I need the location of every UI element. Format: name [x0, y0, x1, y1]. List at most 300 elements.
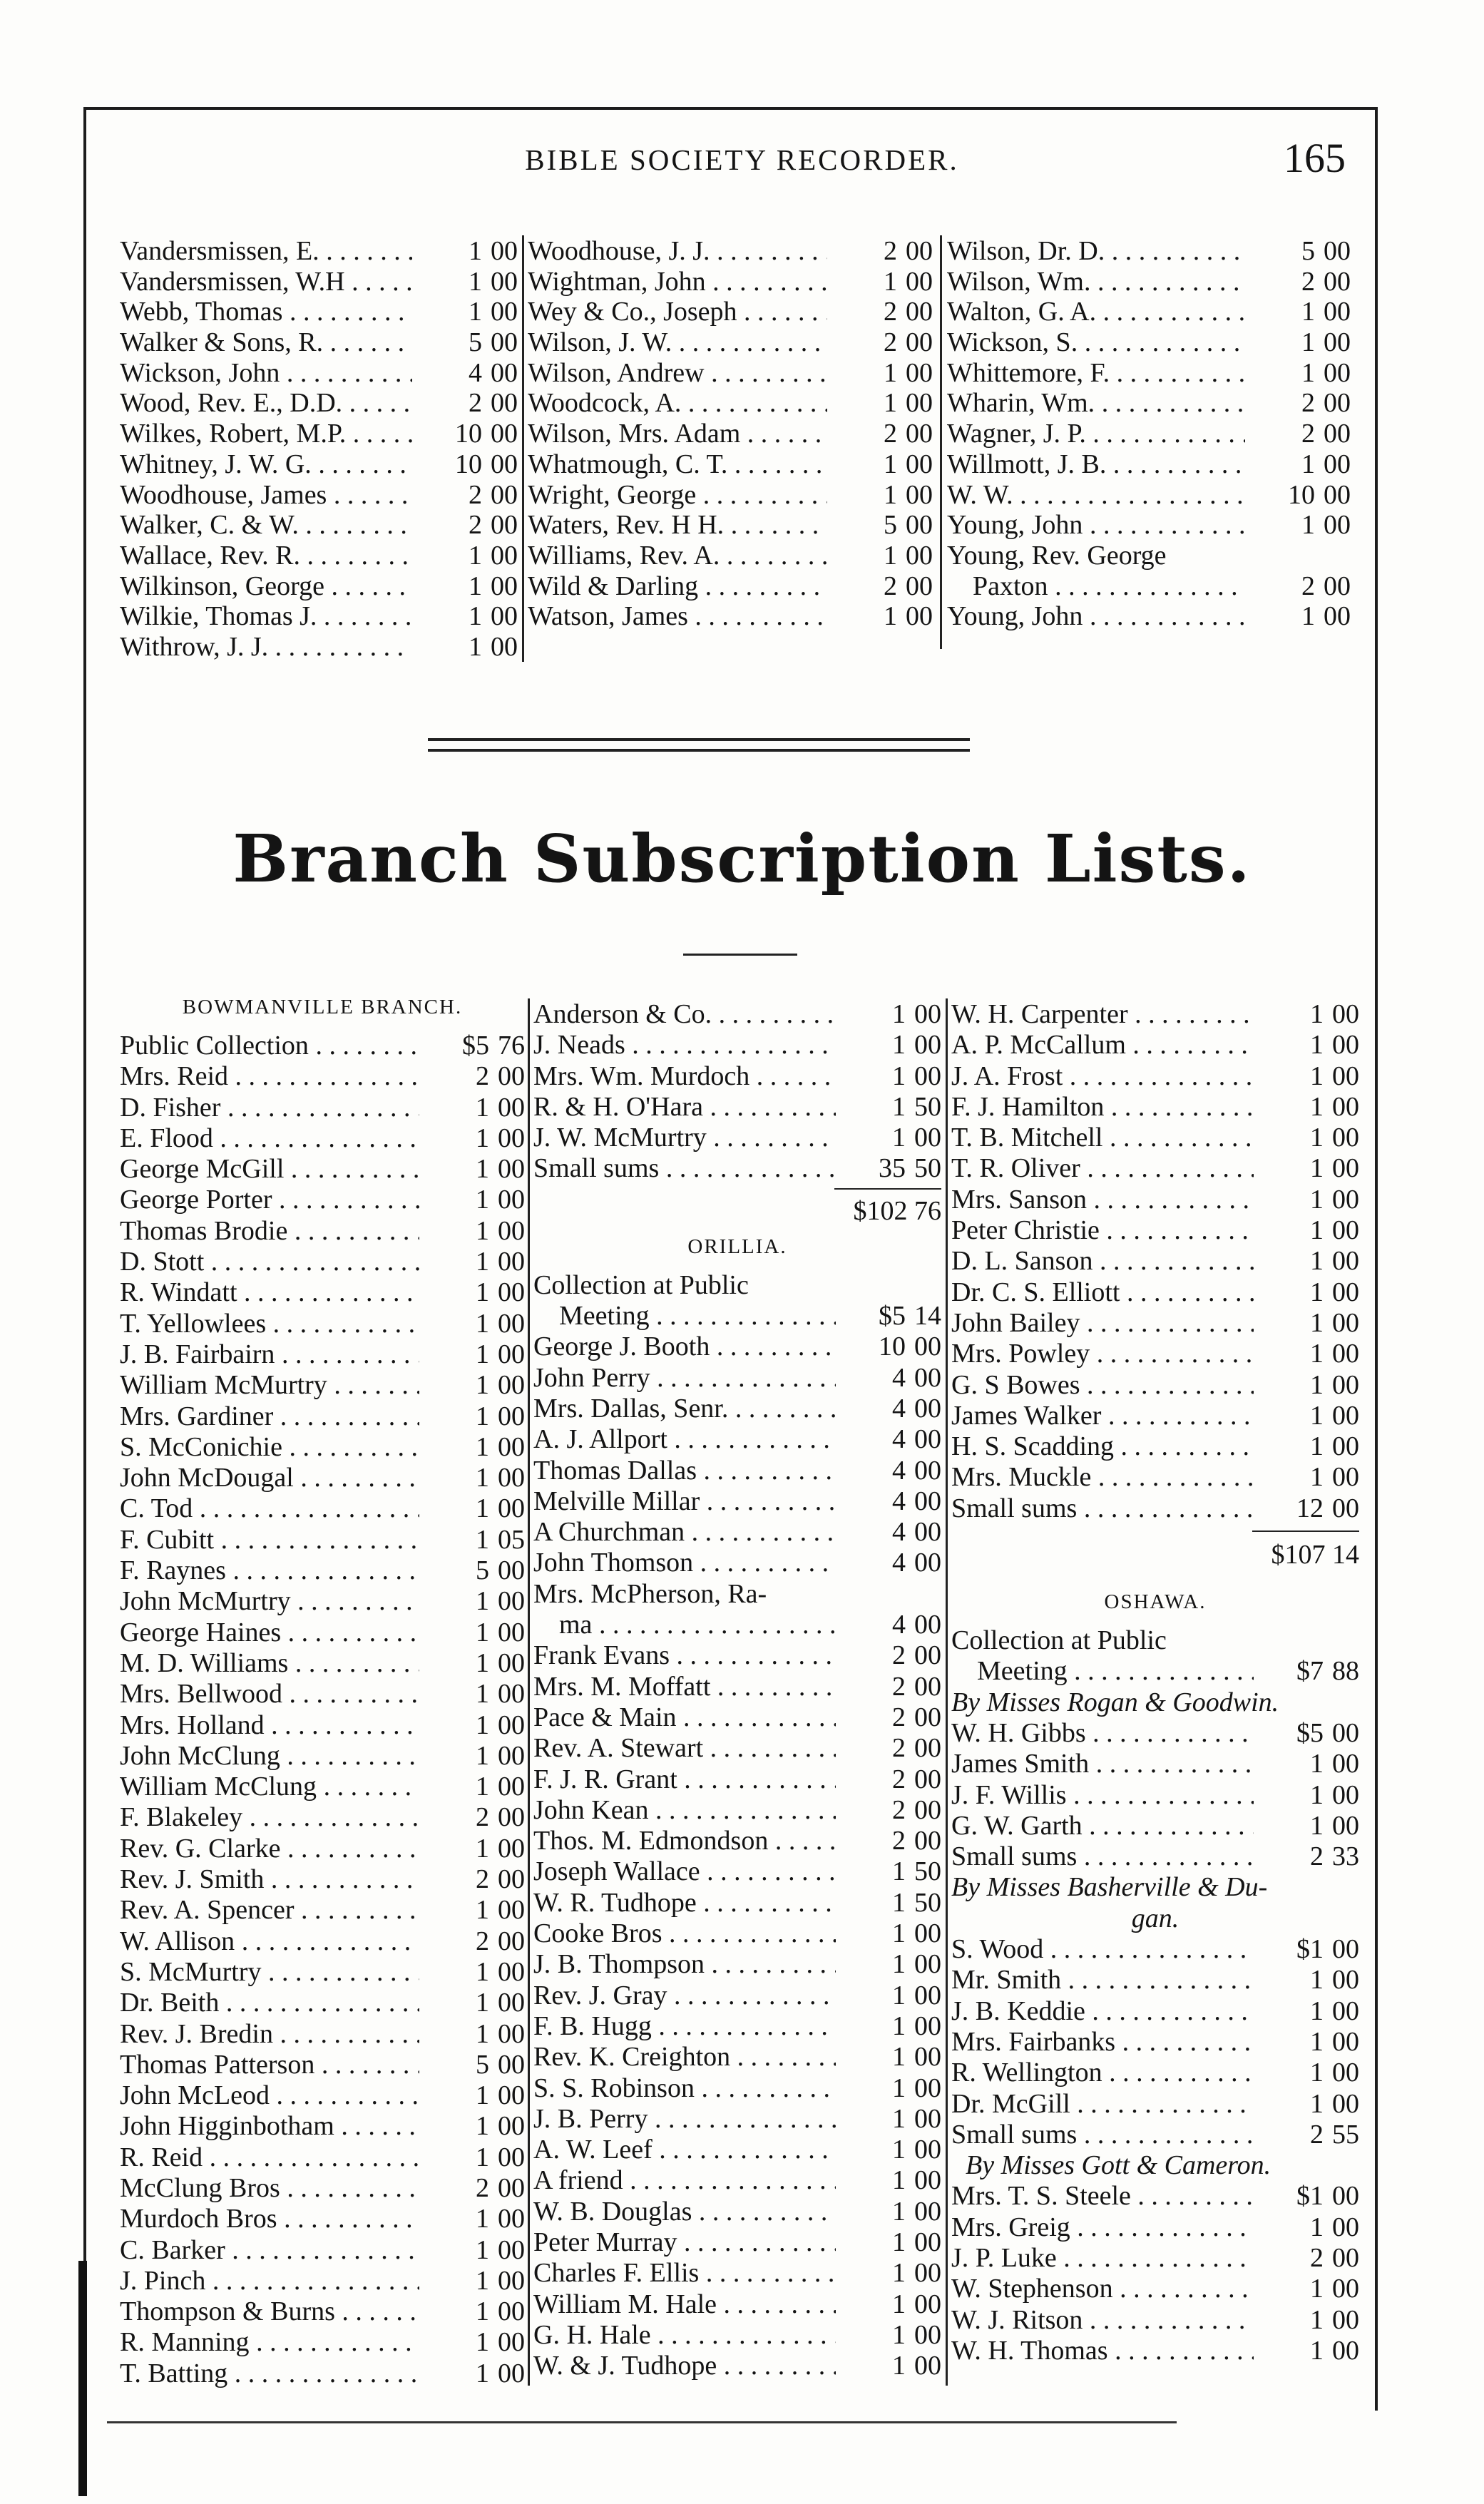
- entry-name: T. R. Oliver . . .: [951, 1153, 1254, 1184]
- entry-dollars: 1: [1310, 1030, 1324, 1061]
- entry-dollars: 1: [892, 2258, 906, 2289]
- list-item: [528, 327, 933, 357]
- entry-name: Small sums . . .: [533, 1153, 836, 1184]
- entry-dollars: 2: [476, 1802, 489, 1833]
- entry-dollars: 2: [884, 419, 897, 449]
- entry-name: William McMurtry . . .: [120, 1369, 419, 1401]
- entry-name: McClung Bros . . .: [120, 2172, 419, 2204]
- entry-cents: 00: [914, 2319, 941, 2350]
- entry-dollars: 1: [476, 1123, 489, 1153]
- entry-cents: 00: [498, 2204, 525, 2234]
- entry-name: G. W. Garth . . .: [951, 1810, 1254, 1841]
- entry-cents: 00: [1324, 327, 1351, 358]
- entry-dollars: 1: [476, 2142, 489, 2172]
- entry-cents: 00: [1324, 571, 1351, 601]
- entry-dollars: $7: [1296, 1656, 1324, 1687]
- list-item: [533, 1029, 941, 1060]
- entry-dollars: 35: [879, 1153, 906, 1184]
- entry-dollars: 2: [892, 1794, 906, 1825]
- entry-name: Wilkie, Thomas J. . . .: [120, 601, 412, 632]
- entry-cents: 00: [914, 1794, 941, 1825]
- entry-name: Vandersmissen, W.H . . .: [120, 266, 412, 297]
- entry-dollars: 1: [476, 2265, 489, 2296]
- list-item: [120, 1987, 525, 2018]
- list-item: [528, 266, 933, 297]
- list-item: [120, 1462, 525, 1493]
- entry-dollars: $5: [462, 1031, 489, 1061]
- list-item: [120, 1647, 525, 1678]
- entry-name: Meeting . . .: [559, 1300, 836, 1332]
- entry-dollars: 2: [892, 1702, 906, 1732]
- entry-cents: 00: [914, 1424, 941, 1455]
- entry-name: Small sums . . .: [951, 2119, 1254, 2150]
- column-separator: [946, 998, 948, 2386]
- entry-cents: 00: [1324, 357, 1351, 388]
- entry-name: George Porter . . .: [120, 1184, 419, 1215]
- entry-name: W. Stephenson . . .: [951, 2273, 1254, 2304]
- column-separator: [528, 998, 530, 2386]
- entry-cents: 00: [914, 1332, 941, 1362]
- entry-name: George Haines . . .: [120, 1617, 419, 1648]
- list-item: [528, 235, 933, 266]
- entry-name: Joseph Wallace . . .: [533, 1856, 836, 1887]
- list-item: [528, 601, 933, 631]
- entry-cents: 00: [491, 540, 518, 571]
- list-item: [951, 1307, 1359, 1338]
- entry-name: Paxton . . .: [973, 571, 1245, 602]
- entry-name: J. Pinch . . .: [120, 2265, 419, 2296]
- list-item: [951, 1964, 1359, 1995]
- entry-cents: 00: [498, 1926, 525, 1956]
- list-item: [951, 2242, 1359, 2273]
- entry-name: W. J. Ritson . . .: [951, 2304, 1254, 2336]
- entry-name: Wharin, Wm. . . .: [947, 387, 1245, 419]
- list-item: [528, 296, 933, 327]
- list-item: [120, 1740, 525, 1771]
- entry-dollars: 4: [892, 1424, 906, 1455]
- entry-dollars: 10: [455, 419, 482, 449]
- entry-name: Thomas Dallas . . .: [533, 1455, 836, 1486]
- list-item: [120, 1771, 525, 1802]
- list-item: [951, 2180, 1359, 2211]
- list-item: [120, 1061, 525, 1091]
- entry-cents: 00: [1332, 1995, 1359, 2026]
- list-item: [120, 1030, 525, 1061]
- entry-dollars: 1: [1310, 2304, 1324, 2335]
- entry-dollars: $5: [1296, 1717, 1324, 1748]
- list-item: [947, 235, 1351, 266]
- entry-name: Wilson, J. W. . . .: [528, 327, 827, 358]
- page-left-edge-shadow: [78, 2261, 87, 2496]
- list-item: [120, 1493, 525, 1523]
- entry-dollars: 1: [1310, 1246, 1324, 1277]
- entry-dollars: 2: [476, 2172, 489, 2203]
- list-item: [120, 266, 518, 297]
- list-item: [120, 1184, 525, 1215]
- entry-name: John Perry . . .: [533, 1362, 836, 1394]
- entry-cents: 00: [1332, 1153, 1359, 1184]
- entry-cents: 00: [914, 2073, 941, 2103]
- entry-dollars: 4: [892, 1393, 906, 1424]
- entry-cents: 00: [498, 2049, 525, 2080]
- entry-cents: 00: [906, 449, 933, 479]
- list-item: [533, 2165, 941, 2195]
- entry-dollars: 1: [1301, 357, 1315, 388]
- top-list-column-2: [528, 235, 933, 631]
- entry-dollars: 5: [469, 327, 482, 358]
- entry-cents: 00: [1332, 1431, 1359, 1462]
- entry-dollars: 1: [469, 297, 482, 327]
- list-item: [120, 601, 518, 631]
- entry-name: Dr. C. S. Elliott . . .: [951, 1277, 1254, 1308]
- list-item: [533, 1948, 941, 1979]
- bowmanville-column: [120, 996, 525, 2388]
- entry-name: Rev. A. Stewart . . .: [533, 1732, 836, 1764]
- entry-cents: 00: [1332, 2088, 1359, 2119]
- list-item: [951, 1061, 1359, 1091]
- list-item: [533, 998, 941, 1029]
- entry-cents: 00: [914, 1030, 941, 1061]
- list-item: [533, 1486, 941, 1516]
- list-item: [951, 1717, 1359, 1748]
- list-item: [533, 2073, 941, 2103]
- entry-dollars: 1: [892, 2073, 906, 2103]
- page-left-border: [83, 107, 86, 2475]
- entry-dollars: 1: [476, 1710, 489, 1740]
- entry-cents: 50: [914, 1091, 941, 1122]
- entry-dollars: 1: [476, 1370, 489, 1401]
- entry-cents: 00: [914, 2010, 941, 2041]
- list-item: [120, 1246, 525, 1277]
- entry-cents: 00: [491, 479, 518, 510]
- entry-dollars: 2: [1301, 571, 1315, 601]
- entry-cents: 00: [914, 1123, 941, 1153]
- entry-cents: 00: [498, 1772, 525, 1802]
- entry-cents: 00: [1332, 2242, 1359, 2273]
- entry-dollars: 1: [469, 236, 482, 266]
- entry-name: J. A. Frost . . .: [951, 1061, 1254, 1092]
- entry-dollars: $1: [1296, 2181, 1324, 2212]
- list-item: [947, 266, 1351, 297]
- entry-name: Willmott, J. B. . . .: [947, 449, 1245, 480]
- list-item: [120, 2172, 525, 2203]
- entry-dollars: 1: [1310, 1184, 1324, 1215]
- entry-name: Thompson & Burns . . .: [120, 2296, 419, 2327]
- entry-cents: 00: [906, 388, 933, 419]
- list-item: [120, 2296, 525, 2326]
- entry-dollars: 1: [469, 266, 482, 297]
- entry-name: Wilson, Andrew . . .: [528, 357, 827, 389]
- list-item: [120, 2049, 525, 2080]
- list-item: [120, 2326, 525, 2357]
- list-item: [120, 235, 518, 266]
- entry-dollars: 1: [892, 2227, 906, 2257]
- entry-cents: 00: [1324, 510, 1351, 541]
- entry-cents: 00: [498, 1679, 525, 1710]
- entry-name: William M. Hale . . .: [533, 2289, 836, 2320]
- entry-dollars: 12: [1296, 1493, 1324, 1523]
- entry-cents: 00: [914, 1918, 941, 1949]
- list-item: [120, 1153, 525, 1184]
- entry-name: Thomas Patterson . . .: [120, 2049, 419, 2080]
- entry-cents: 00: [1332, 1965, 1359, 1995]
- entry-cents: 00: [498, 2111, 525, 2142]
- entry-name: Small sums . . .: [951, 1841, 1254, 1872]
- list-item: [951, 2119, 1359, 2150]
- list-item: [947, 479, 1351, 510]
- entry-dollars: 1: [476, 1956, 489, 1987]
- entry-dollars: 1: [892, 1980, 906, 2010]
- entry-cents: 00: [498, 1493, 525, 1524]
- entry-cents: 00: [914, 1980, 941, 2010]
- entry-name: C. Tod . . .: [120, 1493, 419, 1524]
- entry-dollars: 1: [892, 2165, 906, 2196]
- entry-name: Meeting . . .: [977, 1655, 1254, 1687]
- entry-cents: 00: [906, 571, 933, 601]
- entry-name: Wilkes, Robert, M.P. . . .: [120, 418, 412, 449]
- entry-cents: 33: [1332, 1841, 1359, 1872]
- entry-cents: 00: [498, 2358, 525, 2388]
- entry-dollars: 1: [476, 1339, 489, 1369]
- bowmanville-heading: BOWMANVILLE BRANCH.: [182, 996, 463, 1018]
- entry-cents: 00: [498, 1185, 525, 1215]
- entry-name: John McClung . . .: [120, 1740, 419, 1772]
- entry-name: Wild & Darling . . .: [528, 571, 827, 602]
- entry-dollars: 1: [892, 1061, 906, 1091]
- list-item: [533, 2196, 941, 2227]
- middle-column: [533, 998, 941, 2381]
- entry-cents: 88: [1332, 1656, 1359, 1687]
- list-item: [533, 1331, 941, 1361]
- entry-cents: 00: [1332, 1717, 1359, 1748]
- entry-dollars: $5: [879, 1301, 906, 1332]
- entry-dollars: 1: [476, 1493, 489, 1524]
- entry-name: F. Raynes . . .: [120, 1555, 419, 1586]
- entry-name: Dr. McGill . . .: [951, 2088, 1254, 2120]
- entry-name: Peter Murray . . .: [533, 2227, 836, 2258]
- entry-name: T. Batting . . .: [120, 2358, 419, 2389]
- entry-name: Williams, Rev. A. . . .: [528, 540, 827, 571]
- entry-name: Mrs. Powley . . .: [951, 1338, 1254, 1369]
- entry-name: Mrs. Holland . . .: [120, 1710, 419, 1741]
- entry-dollars: 1: [884, 266, 897, 297]
- entry-name: ma . . .: [559, 1609, 836, 1640]
- entry-cents: 00: [906, 327, 933, 358]
- list-item: [947, 571, 1351, 601]
- entry-dollars: 1: [884, 601, 897, 632]
- entry-dollars: 1: [892, 2351, 906, 2381]
- entry-dollars: 2: [892, 1764, 906, 1794]
- right-column: [951, 998, 1359, 2366]
- entry-dollars: 4: [892, 1610, 906, 1640]
- entry-name: John Higginbotham . . .: [120, 2110, 419, 2142]
- entry-name: W. & J. Tudhope . . .: [533, 2350, 836, 2381]
- entry-name: Whatmough, C. T. . . .: [528, 449, 827, 480]
- collector-note: gan.: [1131, 1903, 1179, 1933]
- entry-cents: 00: [914, 2196, 941, 2227]
- list-item: [951, 1153, 1359, 1183]
- entry-name: R. & H. O'Hara . . .: [533, 1091, 836, 1123]
- entry-dollars: 1: [476, 2234, 489, 2265]
- collector-note: By Misses Basherville & Du-: [951, 1872, 1268, 1903]
- entry-name: Charles F. Ellis . . .: [533, 2257, 836, 2289]
- list-item: [951, 1461, 1359, 1492]
- list-item: [951, 1277, 1359, 1307]
- entry-dollars: 1: [476, 1988, 489, 2018]
- entry-name: J. B. Perry . . .: [533, 2103, 836, 2135]
- entry-name: W. H. Thomas . . .: [951, 2335, 1254, 2366]
- entry-dollars: 1: [476, 1401, 489, 1431]
- entry-cents: 00: [914, 1949, 941, 1980]
- entry-name: Mrs. Reid . . .: [120, 1061, 419, 1092]
- entry-name: A. W. Leef . . .: [533, 2134, 836, 2165]
- entry-name: Mr. Smith . . .: [951, 1964, 1254, 1995]
- entry-cents: 00: [914, 1826, 941, 1856]
- list-item: [120, 1617, 525, 1647]
- entry-dollars: 2: [476, 1926, 489, 1956]
- entry-dollars: 1: [1310, 1965, 1324, 1995]
- entry-cents: 00: [498, 2172, 525, 2203]
- entry-dollars: 5: [884, 510, 897, 541]
- list-item: [528, 509, 933, 540]
- entry-name: E. Flood . . .: [120, 1123, 419, 1154]
- entry-cents: 00: [498, 2080, 525, 2111]
- list-item: [533, 2227, 941, 2257]
- entry-cents: 00: [914, 1640, 941, 1671]
- list-item: [947, 509, 1351, 540]
- entry-dollars: 1: [1301, 449, 1315, 479]
- list-item: [120, 357, 518, 388]
- entry-name: Thomas Brodie . . .: [120, 1215, 419, 1247]
- list-item-text: Mrs. McPherson, Ra-: [533, 1578, 767, 1609]
- entry-name: Mrs. Bellwood . . .: [120, 1678, 419, 1710]
- list-item: [951, 2026, 1359, 2057]
- entry-dollars: 1: [1310, 1215, 1324, 1246]
- entry-dollars: 1: [1310, 1400, 1324, 1431]
- entry-cents: 00: [498, 1617, 525, 1647]
- entry-dollars: 2: [476, 1061, 489, 1092]
- entry-dollars: 1: [476, 1586, 489, 1617]
- entry-dollars: 1: [476, 1463, 489, 1493]
- list-item: [951, 998, 1359, 1029]
- list-item: [951, 1493, 1359, 1523]
- list-item: [120, 1894, 525, 1925]
- entry-cents: 00: [1332, 1749, 1359, 1779]
- list-item: [120, 1802, 525, 1832]
- entry-cents: 00: [906, 266, 933, 297]
- entry-name: William McClung . . .: [120, 1771, 419, 1802]
- entry-cents: 50: [914, 1856, 941, 1887]
- entry-cents: 00: [914, 1733, 941, 1764]
- entry-name: Frank Evans . . .: [533, 1640, 836, 1671]
- entry-name: F. J. Hamilton . . .: [951, 1091, 1254, 1123]
- entry-cents: 00: [498, 1154, 525, 1185]
- entry-cents: 00: [914, 1548, 941, 1578]
- entry-dollars: 2: [1301, 266, 1315, 297]
- entry-dollars: 1: [892, 2289, 906, 2319]
- entry-dollars: 2: [469, 388, 482, 419]
- entry-dollars: 1: [1301, 297, 1315, 327]
- entry-name: Watson, James . . .: [528, 601, 827, 632]
- entry-dollars: 1: [1310, 2058, 1324, 2088]
- entry-name: Mrs. Sanson . . .: [951, 1184, 1254, 1215]
- list-item: [947, 327, 1351, 357]
- entry-cents: 00: [498, 1833, 525, 1864]
- list-item: [120, 2142, 525, 2172]
- list-item: [951, 1091, 1359, 1122]
- entry-dollars: 1: [884, 388, 897, 419]
- entry-cents: 00: [498, 1215, 525, 1246]
- top-list-column-3: [947, 235, 1351, 631]
- entry-dollars: 2: [884, 297, 897, 327]
- list-item: [120, 631, 518, 662]
- entry-cents: 00: [498, 1647, 525, 1678]
- entry-name: Webb, Thomas . . .: [120, 296, 412, 327]
- entry-cents: 00: [498, 1370, 525, 1401]
- entry-dollars: 1: [476, 1524, 489, 1555]
- title-rule: [683, 954, 797, 956]
- entry-dollars: 1: [1310, 1810, 1324, 1841]
- list-item: [951, 1933, 1359, 1964]
- entry-cents: 00: [1332, 2304, 1359, 2335]
- entry-name: James Walker . . .: [951, 1400, 1254, 1431]
- list-item: [951, 1400, 1359, 1431]
- list-item: [951, 2335, 1359, 2366]
- entry-cents: 00: [1332, 999, 1359, 1029]
- entry-dollars: 1: [469, 631, 482, 662]
- entry-dollars: 2: [892, 1671, 906, 1702]
- entry-dollars: 1: [892, 1887, 906, 1918]
- entry-dollars: 4: [892, 1362, 906, 1393]
- entry-dollars: 1: [884, 449, 897, 479]
- list-item: [120, 2018, 525, 2049]
- entry-dollars: 1: [476, 2204, 489, 2234]
- entry-dollars: 1: [469, 601, 482, 632]
- entry-dollars: 5: [1301, 236, 1315, 266]
- entry-cents: 00: [914, 1702, 941, 1732]
- entry-dollars: 1: [892, 1856, 906, 1887]
- entry-name: Wey & Co., Joseph . . .: [528, 296, 827, 327]
- entry-dollars: 1: [1301, 601, 1315, 632]
- entry-dollars: 1: [476, 2111, 489, 2142]
- entry-name: W. H. Carpenter . . .: [951, 998, 1254, 1030]
- list-item: [120, 1339, 525, 1369]
- collection-label: Collection at Public: [951, 1625, 1167, 1656]
- entry-name: Anderson & Co. . . .: [533, 998, 836, 1030]
- entry-name: T. B. Mitchell . . .: [951, 1122, 1254, 1153]
- entry-name: W. R. Tudhope . . .: [533, 1887, 836, 1918]
- entry-name: Mrs. Fairbanks . . .: [951, 2026, 1254, 2058]
- entry-name: Mrs. T. S. Steele . . .: [951, 2180, 1254, 2212]
- entry-name: R. Windatt . . .: [120, 1277, 419, 1308]
- entry-name: Dr. Beith . . .: [120, 1987, 419, 2018]
- entry-cents: 00: [914, 1764, 941, 1794]
- entry-name: J. B. Fairbairn . . .: [120, 1339, 419, 1370]
- list-item: [120, 479, 518, 510]
- entry-name: F. J. R. Grant . . .: [533, 1764, 836, 1795]
- entry-name: D. L. Sanson . . .: [951, 1245, 1254, 1277]
- list-item: [947, 449, 1351, 479]
- entry-cents: 00: [1332, 1462, 1359, 1493]
- list-item: [120, 1308, 525, 1339]
- entry-cents: 00: [498, 1710, 525, 1740]
- list-item: [528, 449, 933, 479]
- entry-cents: 00: [1324, 236, 1351, 266]
- entry-cents: 00: [1332, 1779, 1359, 1810]
- entry-cents: 00: [1332, 1400, 1359, 1431]
- list-item: [951, 1655, 1359, 1686]
- list-item: [120, 2110, 525, 2141]
